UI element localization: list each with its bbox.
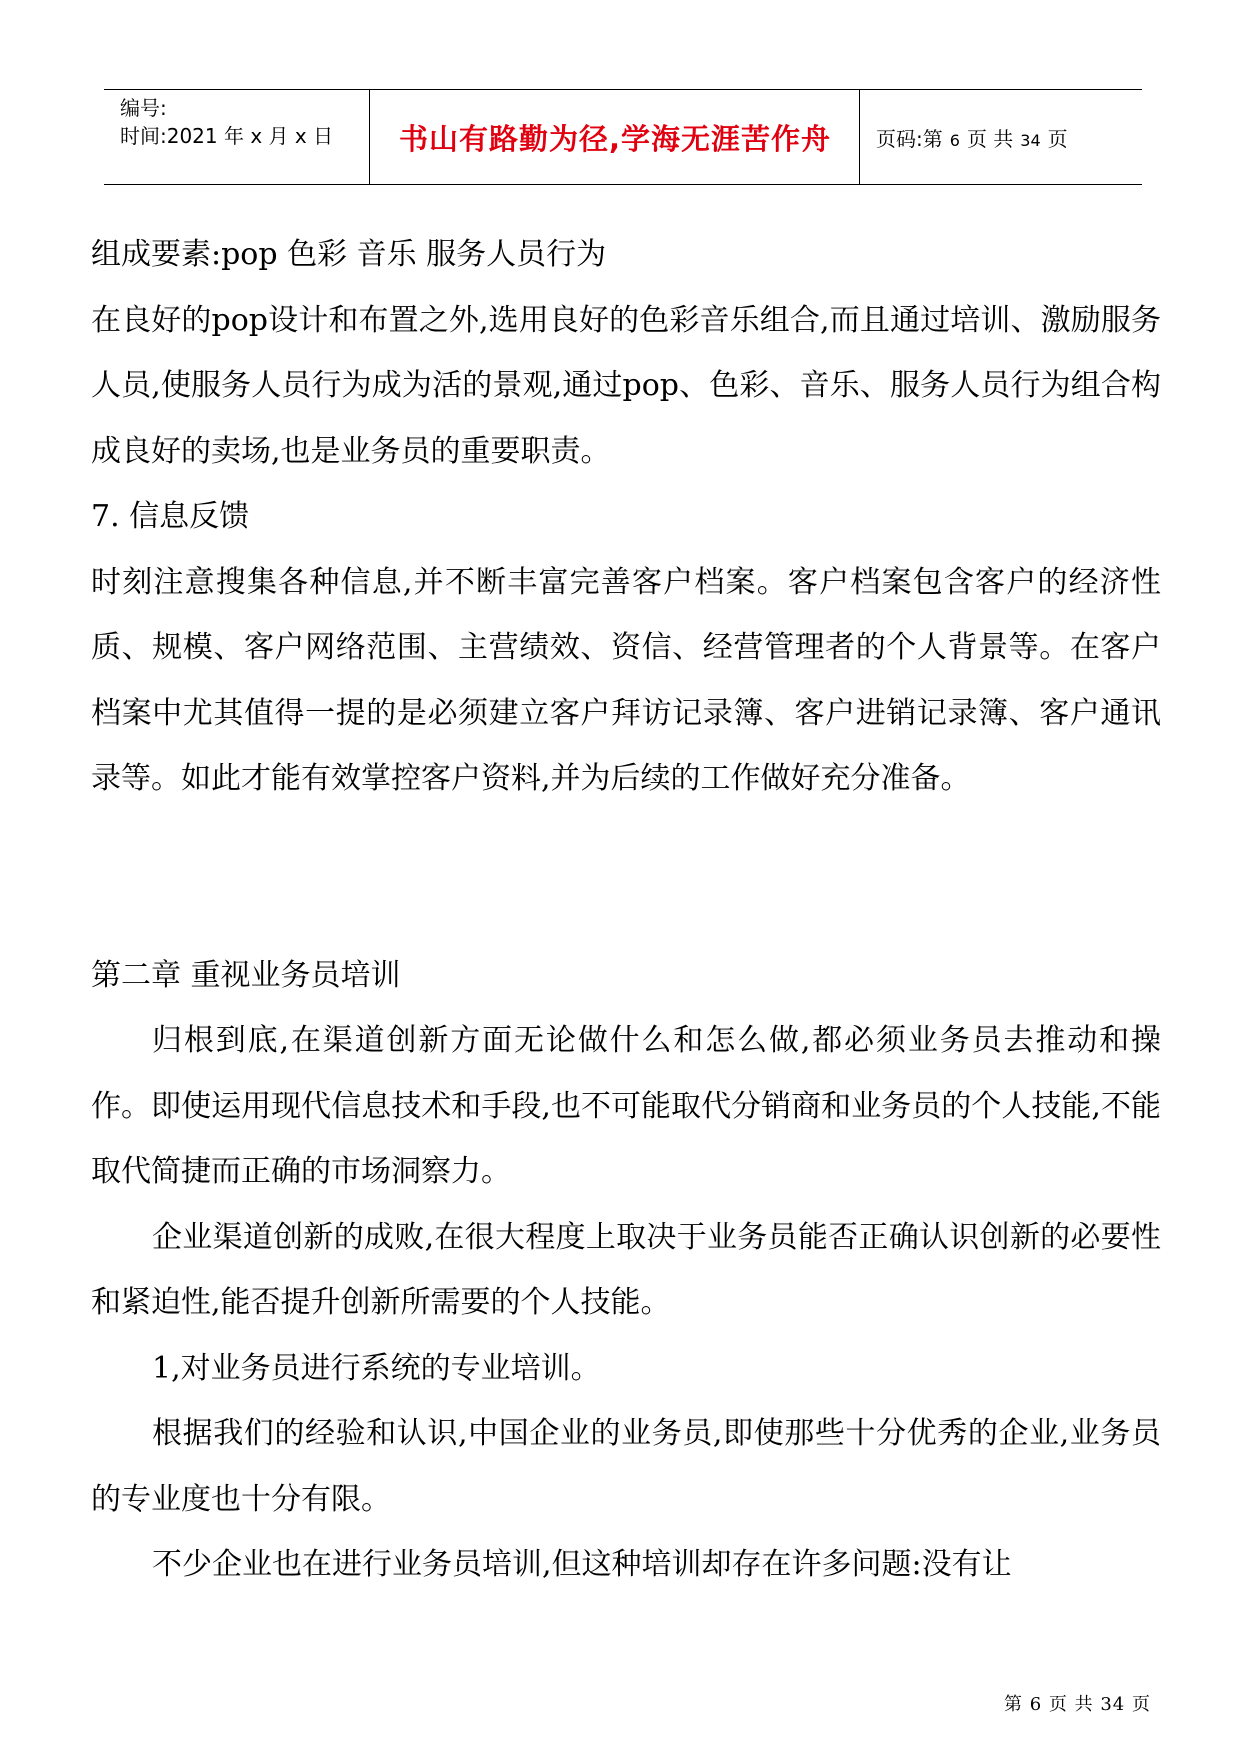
- paragraph: 不少企业也在进行业务员培训,但这种培训却存在许多问题:没有让: [152, 1547, 1012, 1582]
- paragraph: 时刻注意搜集各种信息,并不断丰富完善客户档案。客户档案包含客户的经济性质、规模、客户网络范围、主营绩效、资信、经营管理者的个人背景等。在客户档案中尤其值得一提的是必须建立客户拜访记录簿、客户进销记录簿、客户通讯录等。如此才能有效掌控客户资料,并为后续的工作做好充分准备。: [91, 564, 1161, 796]
- paragraph: 组成要素:pop 色彩 音乐 服务人员行为: [91, 237, 607, 272]
- paragraph: 企业渠道创新的成败,在很大程度上取决于业务员能否正确认识创新的必要性和紧迫性,能否提升创新所需要的个人技能。: [91, 1219, 1161, 1320]
- page-end-label: 页: [1047, 126, 1068, 151]
- page-mid-label: 页 共: [966, 126, 1014, 151]
- blank-space: [91, 812, 1161, 943]
- header-meta: [120, 94, 365, 150]
- time-label: 时间:2021 年 x 月 x 日: [120, 124, 334, 148]
- chapter-heading: 第二章 重视业务员培训: [91, 957, 401, 993]
- paragraph: 1,对业务员进行系统的专业培训。: [152, 1350, 601, 1386]
- page-total: 34: [1020, 130, 1041, 150]
- header-page-info: [876, 90, 1068, 184]
- paragraph: 根据我们的经验和认识,中国企业的业务员,即使那些十分优秀的企业,业务员的专业度也十分有限。: [91, 1416, 1161, 1517]
- header-motto: 书山有路勤为径,学海无涯苦作舟: [398, 121, 832, 156]
- paragraph: 归根到底,在渠道创新方面无论做什么和怎么做,都必须业务员去推动和操作。即使运用现代信息技术和手段,也不可能取代分销商和业务员的个人技能,不能取代简捷而正确的市场洞察力。: [91, 1023, 1161, 1189]
- section-heading: 7. 信息反馈: [91, 499, 250, 534]
- header-divider: [859, 90, 860, 184]
- paragraph: 在良好的pop设计和布置之外,选用良好的色彩音乐组合,而且通过培训、激励服务人员,使服务人员行为成为活的景观,通过pop、色彩、音乐、服务人员行为组合构成良好的卖场,也是业务员的重要职责。: [91, 302, 1161, 469]
- number-label: 编号:: [120, 96, 167, 120]
- page-footer: 第 6 页 共 34 页: [1004, 1694, 1151, 1715]
- document-body: [91, 222, 1161, 1598]
- page-label: 页码:第: [876, 126, 943, 151]
- page-number: 6: [949, 130, 960, 150]
- header-divider: [369, 90, 370, 184]
- document-header: [104, 89, 1142, 185]
